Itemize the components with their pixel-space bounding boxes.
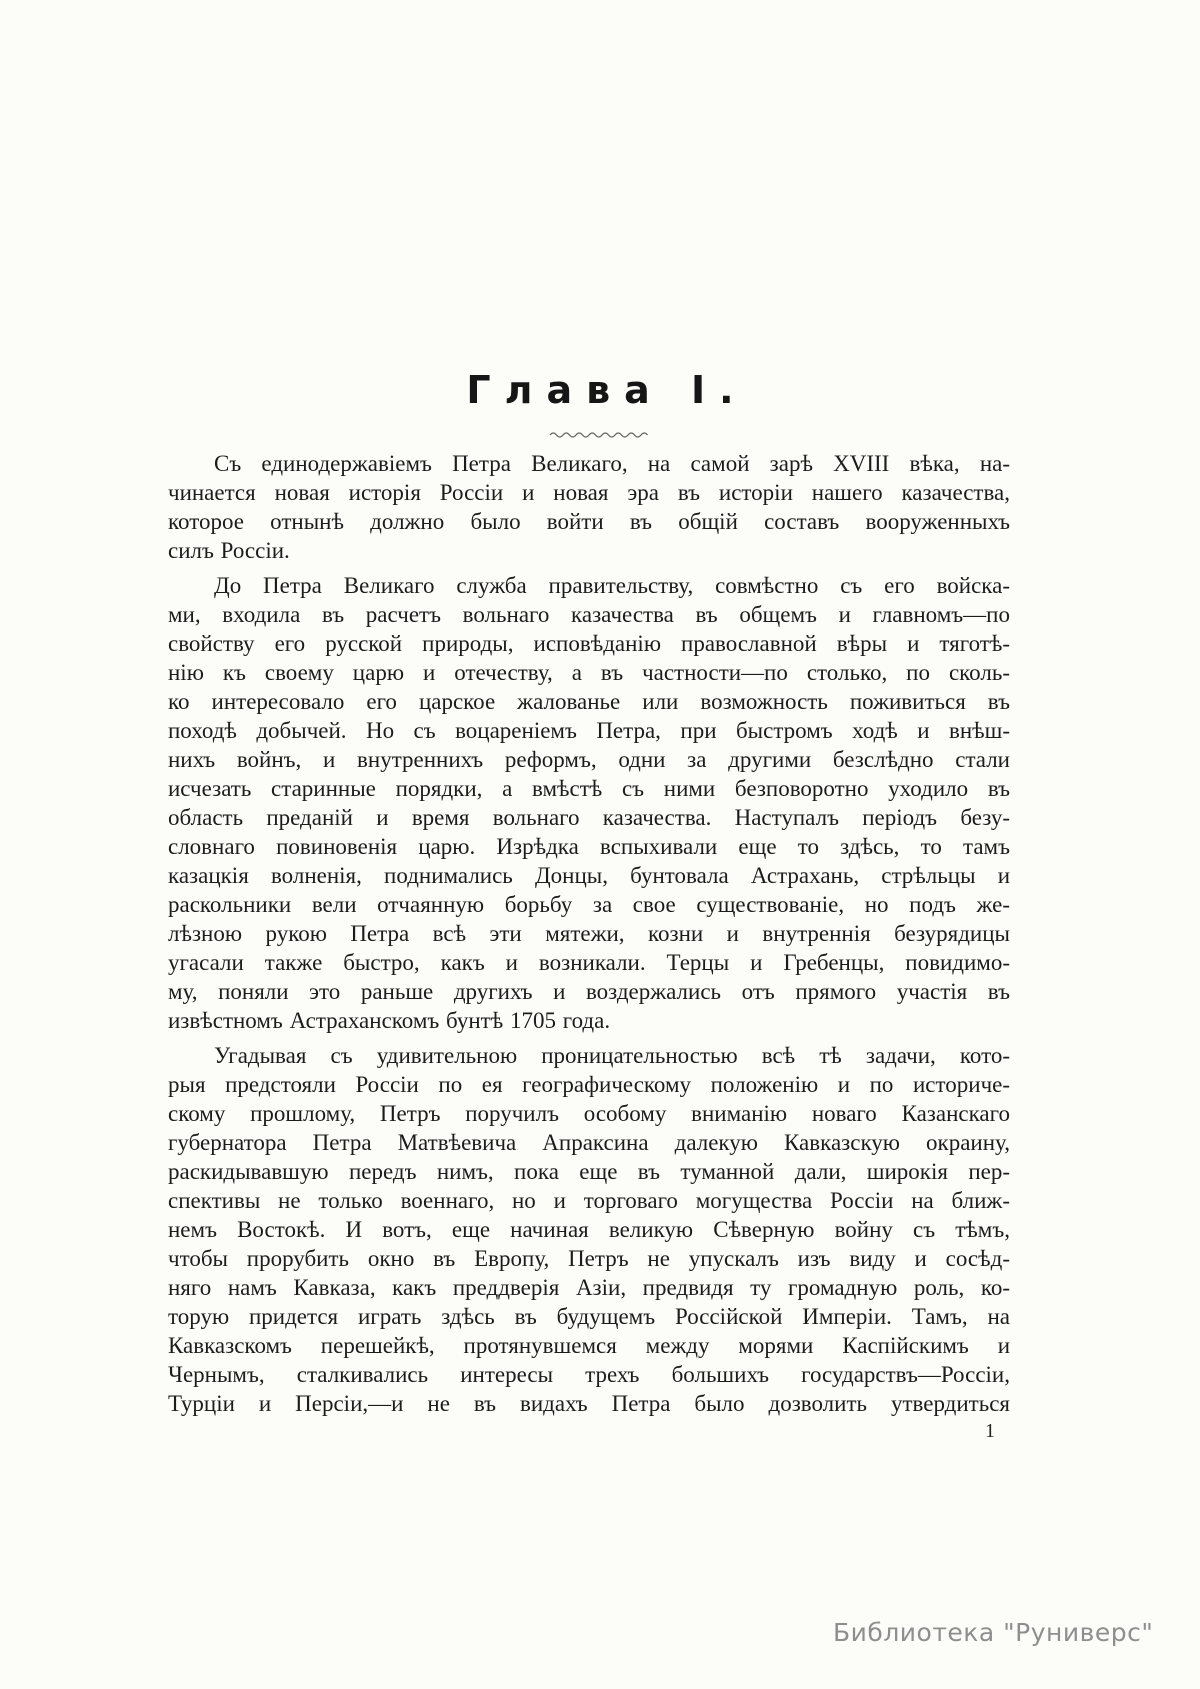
page-number: 1 (985, 1420, 995, 1442)
text-line: область преданій и время вольнаго казачества. Наступалъ періодъ безу- (168, 805, 1010, 830)
text-line: словнаго повиновенія царю. Изрѣдка вспыхивали еще то здѣсь, то тамъ (168, 834, 1010, 859)
text-line: которое отнынѣ должно было войти въ общій составъ вооруженныхъ (168, 509, 1010, 534)
text-line: До Петра Великаго служба правительству, совмѣстно съ его войска- (214, 573, 1010, 598)
text-line: чинается новая исторія Россіи и новая эра въ исторіи нашего казачества, (168, 480, 1010, 505)
text-line: губернатора Петра Матвѣевича Апраксина далекую Кавказскую окраину, (168, 1130, 1010, 1155)
text-line: Кавказскомъ перешейкѣ, протянувшемся между морями Каспійскимъ и (168, 1333, 1010, 1358)
text-line: раскидывавшую передъ нимъ, пока еще въ туманной дали, широкія пер- (168, 1159, 1010, 1184)
text-line: Угадывая съ удивительною проницательностью всѣ тѣ задачи, кото- (214, 1043, 1010, 1068)
text-line: силъ Россіи. (168, 538, 290, 563)
text-line: ко интересовало его царское жалованье или возможность поживиться въ (168, 689, 1010, 714)
text-line: лѣзною рукою Петра всѣ эти мятежи, козни и внутреннія безурядицы (168, 921, 1010, 946)
text-line: Съ единодержавіемъ Петра Великаго, на самой зарѣ XVIII вѣка, на- (214, 451, 1010, 476)
text-line: раскольники вели отчаянную борьбу за свое существованіе, но подъ же- (168, 892, 1010, 917)
text-line: походѣ добычей. Но съ воцареніемъ Петра, при быстромъ ходѣ и внѣш- (168, 718, 1010, 743)
chapter-heading: Глава I. (466, 368, 748, 412)
text-line: угасали также быстро, какъ и возникали. Терцы и Гребенцы, повидимо- (168, 950, 1010, 975)
text-line: исчезать старинные порядки, а вмѣстѣ съ ними безповоротно уходило въ (168, 776, 1010, 801)
library-watermark: Библиотека "Руниверс" (833, 1618, 1154, 1647)
text-line: рыя предстояли Россіи по ея географическому положенію и по историче- (168, 1072, 1010, 1097)
wavy-divider-ornament (0, 427, 1200, 445)
paragraph (168, 449, 1010, 565)
paragraph (168, 571, 1010, 1035)
body-text-block (168, 449, 1010, 1418)
text-line: чтобы прорубить окно въ Европу, Петръ не упускалъ изъ виду и сосѣд- (168, 1246, 1010, 1271)
paragraph (168, 1041, 1010, 1418)
text-line: казацкія волненія, поднимались Донцы, бунтовала Астрахань, стрѣльцы и (168, 863, 1010, 888)
text-line: торую придется играть здѣсь въ будущемъ Россійской Имперіи. Тамъ, на (168, 1304, 1010, 1329)
text-line: Турціи и Персіи,—и не въ видахъ Петра было дозволить утвердиться (168, 1391, 1010, 1416)
text-line: извѣстномъ Астраханскомъ бунтѣ 1705 года. (168, 1008, 611, 1033)
text-line: му, поняли это раньше другихъ и воздержались отъ прямого участія въ (168, 979, 1010, 1004)
text-line: спективы не только военнаго, но и торговаго могущества Россіи на ближ- (168, 1188, 1010, 1213)
text-line: Чернымъ, сталкивались интересы трехъ большихъ государствъ—Россіи, (168, 1362, 1010, 1387)
text-line: скому прошлому, Петръ поручилъ особому вниманію новаго Казанскаго (168, 1101, 1010, 1126)
text-line: немъ Востокѣ. И вотъ, еще начиная великую Сѣверную войну съ тѣмъ, (168, 1217, 1010, 1242)
text-line: нихъ войнъ, и внутреннихъ реформъ, одни за другими безслѣдно стали (168, 747, 1010, 772)
text-line: няго намъ Кавказа, какъ преддверія Азіи, предвидя ту громадную роль, ко- (168, 1275, 1010, 1300)
text-line: ми, входила въ расчетъ вольнаго казачества въ общемъ и главномъ—по (168, 602, 1010, 627)
text-line: свойству его русской природы, исповѣданію православной вѣры и тяготѣ- (168, 631, 1010, 656)
text-line: нію къ своему царю и отечеству, а въ частности—по столько, по сколь- (168, 660, 1010, 685)
